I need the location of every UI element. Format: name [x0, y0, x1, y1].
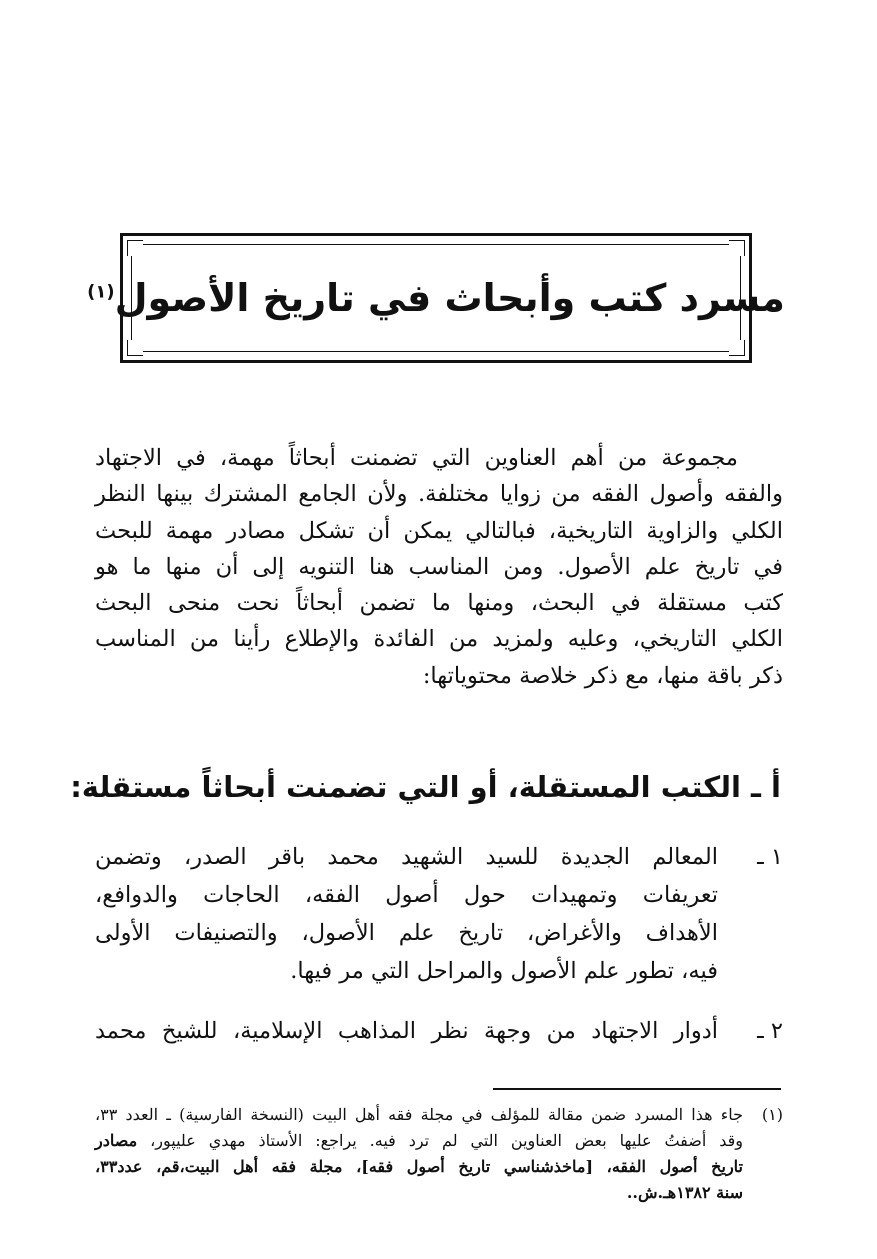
- footnote-line: سنة ١٣٨٢هـ.ش..: [626, 1183, 743, 1202]
- page-title: [87, 276, 785, 320]
- paragraph-line: والفقه وأصول الفقه من زوايا مختلفة. ولأن الجامع المشترك بينها النظر: [95, 481, 783, 508]
- footnote-body: [95, 1102, 743, 1206]
- title-frame-inner: [87, 244, 785, 352]
- paragraph-line: الكلي التاريخي، وعليه ولمزيد من الفائدة والإطلاع رأينا من المناسب: [95, 626, 783, 653]
- paragraph-line: مجموعة من أهم العناوين التي تضمنت أبحاثاً مهمة، في الاجتهاد: [95, 445, 738, 471]
- page-title-text: مسرد كتب وأبحاث في تاريخ الأصول: [114, 276, 785, 320]
- list-item: [95, 1012, 783, 1050]
- title-frame: [87, 233, 785, 363]
- footnote-number: (١): [761, 1105, 783, 1124]
- paragraph-line: الكلي والزاوية التاريخية، فبالتالي يمكن أن تشكل مصادر مهمة للبحث: [95, 517, 783, 544]
- list-item-line: المعالم الجديدة للسيد الشهيد محمد باقر الصدر، وتضمن: [95, 844, 718, 870]
- paragraph-line: في تاريخ علم الأصول. ومن المناسب هنا التنويه إلى أن منها ما هو: [95, 553, 783, 580]
- footnote-line: تاريخ أصول الفقه، [ماخذشناسي تاريخ أصول فقه]، مجلة فقه أهل البيت،قم، عدد٣٣،: [95, 1157, 743, 1176]
- list-item-body: [95, 1012, 718, 1050]
- frame-corner-ornament: [127, 340, 143, 356]
- footnote-divider: [493, 1088, 781, 1090]
- list-item: [95, 838, 783, 990]
- list-item-line: تعريفات وتمهيدات حول أصول الفقه، الحاجات والدوافع،: [95, 882, 718, 908]
- footnote: [95, 1102, 783, 1206]
- paragraph-line: كتب مستقلة في البحث، ومنها ما تضمن أبحاثاً نحت منحى البحث: [95, 590, 783, 617]
- frame-corner-ornament: [127, 240, 143, 256]
- list-item-number: ٢ ـ: [757, 1018, 783, 1044]
- frame-corner-ornament: [729, 240, 745, 256]
- footnote-line: جاء هذا المسرد ضمن مقالة للمؤلف في مجلة فقه أهل البيت (النسخة الفارسية) ـ العدد ٣٣،: [95, 1105, 743, 1124]
- section-heading: أ ـ الكتب المستقلة، أو التي تضمنت أبحاثاً مستقلة:: [70, 770, 781, 804]
- footnote-bold-text: مصادر: [95, 1131, 138, 1150]
- list-item-body: [95, 838, 718, 990]
- paragraph-line: ذكر باقة منها، مع ذكر خلاصة محتوياتها:: [422, 662, 783, 689]
- list-item-line: الأهداف والأغراض، تاريخ علم الأصول، والتصنيفات الأولى: [95, 920, 718, 946]
- intro-paragraph: [95, 440, 783, 694]
- footnote-text: وقد أضفتُ عليها بعض العناوين التي لم ترد فيه. يراجع: الأستاذ مهدي عليپور،: [150, 1131, 744, 1150]
- list-item-number: ١ ـ: [757, 844, 783, 870]
- list-item-line: فيه، تطور علم الأصول والمراحل التي مر فيها.: [290, 958, 718, 984]
- title-footnote-marker[interactable]: (١): [87, 281, 115, 303]
- footnote-line: [95, 1128, 743, 1154]
- list-item-line: أدوار الاجتهاد من وجهة نظر المذاهب الإسلامية، للشيخ محمد: [95, 1018, 718, 1044]
- frame-corner-ornament: [729, 340, 745, 356]
